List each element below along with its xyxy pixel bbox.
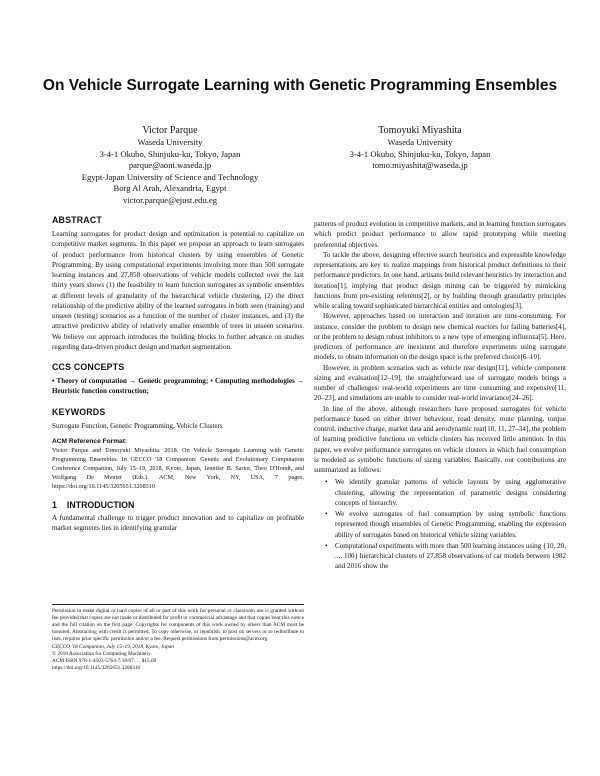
author-affiliation: Waseda University: [387, 137, 453, 147]
copyright-footnote: [52, 604, 304, 672]
body-paragraph: patterns of product evolution in competitive markets, and in learning function surrogates which predict product performance to allow rapid prototyping while meeting preferential objectives.: [314, 220, 566, 249]
isbn-line: ACM ISBN 978-1-4503-5764-7/18/07. . . $15.00: [52, 658, 157, 665]
author-email: victor.parque@ejust.edu.eg: [122, 194, 218, 205]
author-name: Tomoyuki Miyashita: [378, 125, 462, 136]
section-number: 1: [52, 499, 57, 510]
left-column: [52, 214, 304, 533]
author-address: 3-4-1 Okubo, Shinjuku-ku, Tokyo, Japan: [99, 148, 241, 159]
author-name: Victor Parque: [142, 125, 198, 136]
author-block-miyashita: [310, 124, 530, 172]
ccs-heading: CCS CONCEPTS: [52, 362, 125, 372]
introduction-text: A fundamental challenge to trigger product innovation and to capitalize on profitable market segments lies in identifying granular: [52, 513, 304, 533]
abstract-heading: ABSTRACT: [52, 215, 102, 225]
footnote-divider: [52, 604, 304, 605]
paper-title: On Vehicle Surrogate Learning with Genetic Programming Ensembles: [42, 77, 558, 94]
body-paragraph: However, in problem scenarios such as vehicle rear design[11], vehicle component sizing and evaluation[12–19], the straightforward use of surrogate models brings a number of challenges: real-world experiments are time consuming and expensive[11, 20–23], and simulations are unable to consider real-world invariance[24–26].: [314, 363, 566, 403]
list-item: • We identify granular patterns of vehicle layouts by using agglomerative clustering, allowing the representation of parametric designs considering concepts of hierarchy.: [335, 477, 566, 508]
keywords-text: Surrogate Function, Genetic Programming, Vehicle Clusters: [52, 421, 223, 430]
doi-line: https://doi.org/10.1145/3205651.3208310: [52, 665, 141, 672]
body-paragraph: To tackle the above, designing effective search heuristics and expressible knowledge representations are key to realize mappings from historical product definitions to their performance predictors. In one hand, artisans build relevant heuristics by interaction and iteration[1], implying that product design mining can be triggered by mimicking functions from pre-existing referents[2], or by building through granularity principles while scaling toward sophisticated hierarchical entities and ontologies[3].: [314, 250, 566, 310]
author-address: Borg Al Arah, Alexandria, Egypt: [113, 183, 227, 194]
body-paragraph: In line of the above, although researchers have proposed surrogates for vehicle performance based on either driver behaviour, road density, route planning, torque control, inductive charge, market data and aerodynamic rear[10, 11, 27–34], the problem of learning predictive functions on vehicle clusters has received little attention. In this paper, we evolve performance surrogates on vehicle clusters in which fuel consumption is modeled as symbolic functions of sizing variables. Basically, our contributions are summarized as follows:: [314, 404, 566, 474]
list-item: • Computational experiments with more than 500 learning instances using {10, 20, ..., 100} hierarchical clusters of 27,858 observations of car models between 1982 and 2016 show the: [335, 541, 566, 572]
author-address: 3-4-1 Okubo, Shinjuku-ku, Tokyo, Japan: [349, 148, 491, 159]
introduction-heading: [52, 500, 304, 510]
permission-text: Permission to make digital or hard copies of all or part of this work for personal or classroom use is granted without fee provided that copies are not made or distributed for profit or commercial advantage and that copies bear this notice and the full citation on the first page. Copyrights for components of this work owned by others than ACM must be honored. Abstracting with credit is permitted. To copy otherwise, or republish, to post on servers or to redistribute to lists, requires prior specific permission and/or a fee. Request permissions from permissions@acm.org.: [52, 607, 304, 643]
contribution-list: [314, 477, 566, 571]
section-title: INTRODUCTION: [66, 499, 135, 510]
author-email: parque@aoni.waseda.jp: [128, 160, 212, 171]
right-column: [314, 219, 566, 573]
author-affiliation: Egypt-Japan University of Science and Technology: [81, 171, 259, 182]
acm-reference-text: Victor Parque and Tomoyuki Miyashita. 2018. On Vehicle Surrogate Learning with Genetic Programming Ensembles. In GECCO '18 Companion: Genetic and Evolutionary Computation Conference Companion, July 15–19, 2018, Kyoto, Japan, Jennifer B. Sartor, Theo D'Hondt, and Wolfgang De Meuter (Eds.). ACM, New York, NY, USA, 7 pages. https://doi.org/10.1145/3205651.3208310: [52, 447, 304, 490]
author-email: tomo.miyashita@waseda.jp: [372, 160, 468, 171]
list-item: • We evolve surrogates of fuel consumption by using symbolic functions represented though ensembles of Genetic Programming, enabling the expression ability of surrogates based on historical vehicle sizing variables.: [335, 509, 566, 540]
body-paragraph: However, approaches based on interaction and iteration are time-consuming. For instance, consider the problem to design new chemical reactors for failing batteries[4], or the problem to design robust inhibitors to a new type of emerging influenza[5]. Here, predictors of performance are inexistent and therefore experiments using surrogate models, to obtain information on the design space is the preferred choice[6–10].: [314, 312, 566, 362]
author-affiliation: Waseda University: [137, 137, 203, 147]
acm-reference-label: ACM Reference Format:: [52, 437, 128, 445]
abstract-text: Learning surrogates for product design and optimization is potential to capitalize on competitive market segments. In this paper we propose an approach to learn surrogates of product performance from historical clusters by using ensembles of Genetic Programming. By using computational experiments involving more than 500 surrogate learning instances and 27,858 observations of vehicle models collected over the last thirty years shows (1) the feasibility to learn function surrogates as symbolic ensembles at different levels of granularity of the hierarchical vehicle clustering, (2) the direct relationship of the predictive ability of the learned surrogates in both seen (training) and unseen (testing) scenarios as a function of the number of cluster instances, and (3) the attractive predictive ability of relatively smaller ensemble of trees in unseen scenarios. We believe our approach introduces the building blocks to further advance on studies regarding data-driven product design and market segmentation.: [52, 230, 304, 351]
author-block-parque: [60, 124, 280, 207]
ccs-text: • Theory of computation → Genetic programming; • Computing methodologies → Heuristic function construction;: [52, 377, 304, 396]
venue-line: GECCO '18 Companion, July 15–19, 2018, Kyoto, Japan: [52, 643, 174, 650]
copyright-line: © 2018 Association for Computing Machinery.: [52, 650, 152, 657]
keywords-heading: KEYWORDS: [52, 406, 106, 417]
